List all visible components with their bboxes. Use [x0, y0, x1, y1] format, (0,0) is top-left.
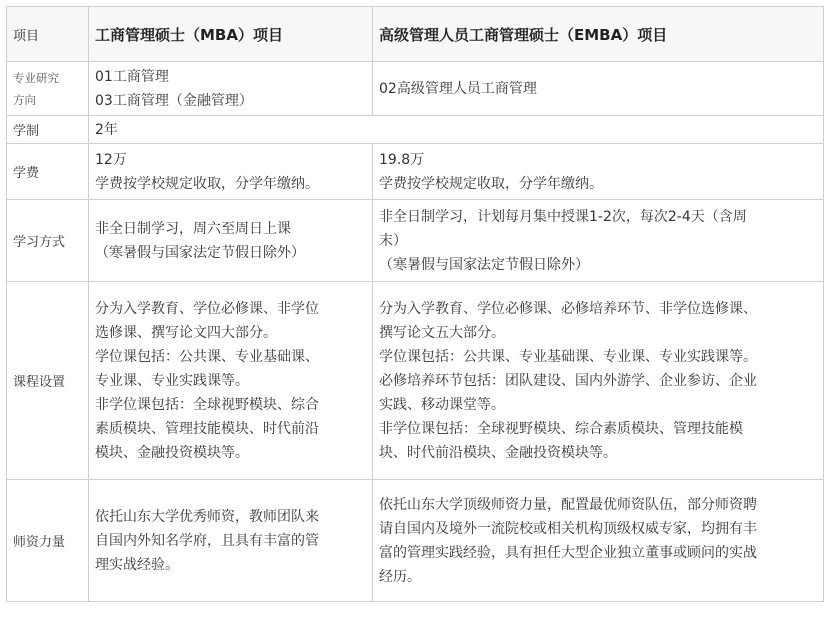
faculty-emba	[373, 480, 824, 602]
courses-mba-line: 非学位课包括：全球视野模块、综合	[95, 396, 319, 413]
header-cell-emba	[373, 7, 824, 62]
row-duration	[7, 116, 824, 144]
row-faculty	[7, 480, 824, 602]
courses-mba-line: 专业课、专业实践课等。	[95, 372, 249, 389]
courses-mba-line: 选修课、撰写论文四大部分。	[95, 324, 277, 341]
faculty-emba-line: 依托山东大学顶级师资力量，配置最优师资队伍，部分师资聘	[379, 496, 757, 513]
direction-mba-line: 01工商管理	[95, 68, 169, 85]
courses-label: 课程设置	[7, 282, 89, 480]
direction-mba	[89, 62, 373, 116]
faculty-mba-line: 自国内外知名学府，且具有丰富的管	[95, 532, 319, 549]
courses-mba-line: 素质模块、管理技能模块、时代前沿	[95, 420, 319, 437]
courses-emba-line: 学位课包括：公共课、专业基础课、专业课、专业实践课等。	[379, 348, 757, 365]
header-cell-mba	[89, 7, 373, 62]
row-direction	[7, 62, 824, 116]
header-emba-title: 高级管理人员工商管理硕士（EMBA）项目	[379, 25, 668, 44]
duration-value: 2年	[89, 116, 824, 144]
row-study-mode	[7, 200, 824, 282]
faculty-mba-line: 依托山东大学优秀师资，教师团队来	[95, 508, 319, 525]
mode-mba-line: （寒暑假与国家法定节假日除外）	[95, 244, 305, 261]
faculty-emba-line: 请自国内及境外一流院校或相关机构顶级权威专家，均拥有丰	[379, 520, 757, 537]
courses-emba-line: 非学位课包括：全球视野模块、综合素质模块、管理技能模	[379, 420, 743, 437]
faculty-label: 师资力量	[7, 480, 89, 602]
courses-emba-line: 必修培养环节包括：团队建设、国内外游学、企业参访、企业	[379, 372, 757, 389]
mode-emba-line: （寒暑假与国家法定节假日除外）	[379, 256, 589, 273]
tuition-emba-line: 学费按学校规定收取，分学年缴纳。	[379, 175, 603, 192]
header-item-label: 项目	[13, 28, 40, 44]
tuition-mba-line: 学费按学校规定收取，分学年缴纳。	[95, 175, 319, 192]
mode-label: 学习方式	[7, 200, 89, 282]
direction-mba-line: 03工商管理（金融管理）	[95, 92, 253, 109]
tuition-emba	[373, 144, 824, 200]
direction-label-line: 专业研究	[13, 70, 59, 85]
courses-mba-line: 分为入学教育、学位必修课、非学位	[95, 300, 319, 317]
courses-emba	[373, 282, 824, 480]
faculty-emba-line: 富的管理实践经验，具有担任大型企业独立董事或顾问的实战	[379, 544, 757, 561]
courses-mba-line: 模块、金融投资模块等。	[95, 444, 249, 461]
mode-emba	[373, 200, 824, 282]
header-row	[7, 7, 824, 62]
courses-emba-line: 块、时代前沿模块、金融投资模块等。	[379, 444, 617, 461]
tuition-label: 学费	[7, 144, 89, 200]
direction-emba	[373, 62, 824, 116]
direction-emba-line: 02高级管理人员工商管理	[379, 80, 537, 97]
program-comparison-table	[6, 6, 824, 602]
courses-emba-line: 撰写论文五大部分。	[379, 324, 505, 341]
tuition-emba-line: 19.8万	[379, 151, 425, 168]
courses-emba-line: 实践、移动课堂等。	[379, 396, 505, 413]
courses-mba	[89, 282, 373, 480]
tuition-mba-line: 12万	[95, 151, 127, 168]
mode-emba-line: 末）	[379, 232, 407, 249]
header-cell-item	[7, 7, 89, 62]
courses-mba-line: 学位课包括：公共课、专业基础课、	[95, 348, 319, 365]
direction-label	[7, 62, 89, 116]
row-courses	[7, 282, 824, 480]
mode-emba-line: 非全日制学习，计划每月集中授课1-2次，每次2-4天（含周	[379, 208, 747, 225]
faculty-mba-line: 理实战经验。	[95, 556, 179, 573]
mode-mba-line: 非全日制学习，周六至周日上课	[95, 220, 291, 237]
duration-label: 学制	[7, 116, 89, 144]
tuition-mba	[89, 144, 373, 200]
courses-emba-line: 分为入学教育、学位必修课、必修培养环节、非学位选修课、	[379, 300, 757, 317]
row-tuition	[7, 144, 824, 200]
header-mba-title: 工商管理硕士（MBA）项目	[95, 25, 283, 44]
mode-mba	[89, 200, 373, 282]
faculty-emba-line: 经历。	[379, 568, 421, 585]
faculty-mba	[89, 480, 373, 602]
direction-label-line: 方向	[13, 92, 36, 107]
